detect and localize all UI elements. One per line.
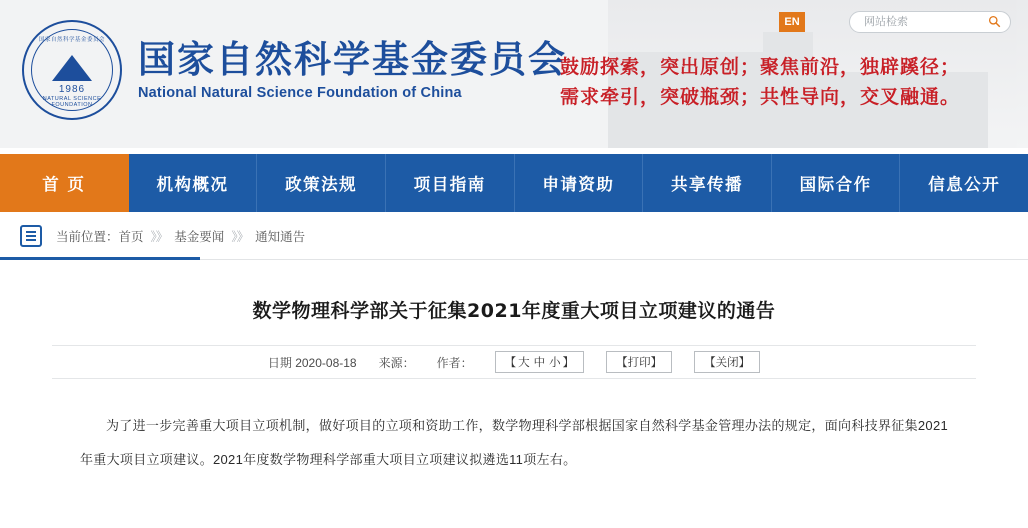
- site-logo[interactable]: [22, 20, 567, 120]
- search-input[interactable]: [862, 12, 980, 32]
- slogan-line-2: 需求牵引，突破瓶颈；共性导向，交叉融通。: [560, 86, 961, 108]
- site-search[interactable]: [849, 11, 1011, 33]
- nav-item-disclosure[interactable]: 信息公开: [928, 175, 1001, 194]
- bracket-close: 】: [562, 357, 575, 369]
- nav-item-home[interactable]: 首 页: [0, 154, 129, 212]
- nav-item-policy[interactable]: 政策法规: [257, 154, 386, 212]
- breadcrumb-separator: 》》: [231, 229, 249, 244]
- logo-title-cn: 国家自然科学基金委员会: [138, 37, 567, 81]
- nav-item-sharing[interactable]: 共享传播: [643, 154, 772, 212]
- seal-year: 1986: [58, 84, 86, 95]
- article-author: 作者：: [436, 355, 473, 370]
- seal-arc-bottom-text: NATURAL SCIENCE FOUNDATION: [42, 96, 102, 108]
- breadcrumb-item-notice[interactable]: 通知通告: [255, 229, 306, 244]
- article-body: 为了进一步完善重大项目立项机制，做好项目的立项和资助工作，数学物理科学部根据国家自然科学基金管理办法的规定，面向科技界征集2021年重大项目立项建议。2021年度数学物理科学部重大项目立项建议拟遴选11项左右。: [80, 418, 948, 467]
- breadcrumb: [0, 212, 1028, 260]
- logo-text-block: [138, 39, 567, 102]
- article-container: [0, 260, 1028, 477]
- article-date: 日期 2020-08-18: [267, 355, 357, 370]
- article-meta-bar: [52, 345, 976, 379]
- main-navigation: [0, 154, 1028, 212]
- breadcrumb-text: [56, 227, 305, 245]
- nav-item-apply-funding[interactable]: 申请资助: [515, 154, 644, 212]
- print-button[interactable]: 【打印】: [606, 351, 672, 373]
- font-size-control[interactable]: [495, 351, 585, 373]
- breadcrumb-underline: [0, 257, 200, 260]
- nav-item-international[interactable]: 国际合作: [772, 154, 901, 212]
- language-switch-en-button[interactable]: EN: [779, 12, 805, 32]
- document-list-icon: [20, 225, 42, 247]
- search-icon[interactable]: [988, 15, 1001, 28]
- slogan-line-1: 鼓励探索，突出原创；聚焦前沿，独辟蹊径；: [560, 56, 961, 78]
- seal-mountain-icon: [52, 55, 92, 81]
- font-size-medium[interactable]: 中: [533, 357, 546, 369]
- breadcrumb-separator: 》》: [150, 229, 168, 244]
- breadcrumb-item-news[interactable]: 基金要闻: [174, 229, 225, 244]
- font-size-small[interactable]: 小: [549, 357, 561, 369]
- breadcrumb-item-home[interactable]: 首页: [118, 229, 144, 244]
- article-source: 来源：: [378, 355, 415, 370]
- site-header: [0, 0, 1028, 148]
- font-size-large[interactable]: 大: [518, 357, 530, 369]
- nsfc-seal-icon: [22, 20, 122, 120]
- bracket-open: 【: [504, 357, 517, 369]
- seal-arc-top-text: 国家自然科学基金委员会: [38, 37, 105, 43]
- breadcrumb-prefix: 当前位置：: [56, 229, 119, 244]
- logo-title-en: National Natural Science Foundation of China: [138, 85, 462, 102]
- page-title: 数学物理科学部关于征集2021年度重大项目立项建议的通告: [252, 300, 776, 322]
- slogan-block: [560, 52, 960, 112]
- nav-item-project-guide[interactable]: 项目指南: [386, 154, 515, 212]
- nav-item-organization[interactable]: 机构概况: [129, 154, 258, 212]
- close-button[interactable]: 【关闭】: [694, 351, 760, 373]
